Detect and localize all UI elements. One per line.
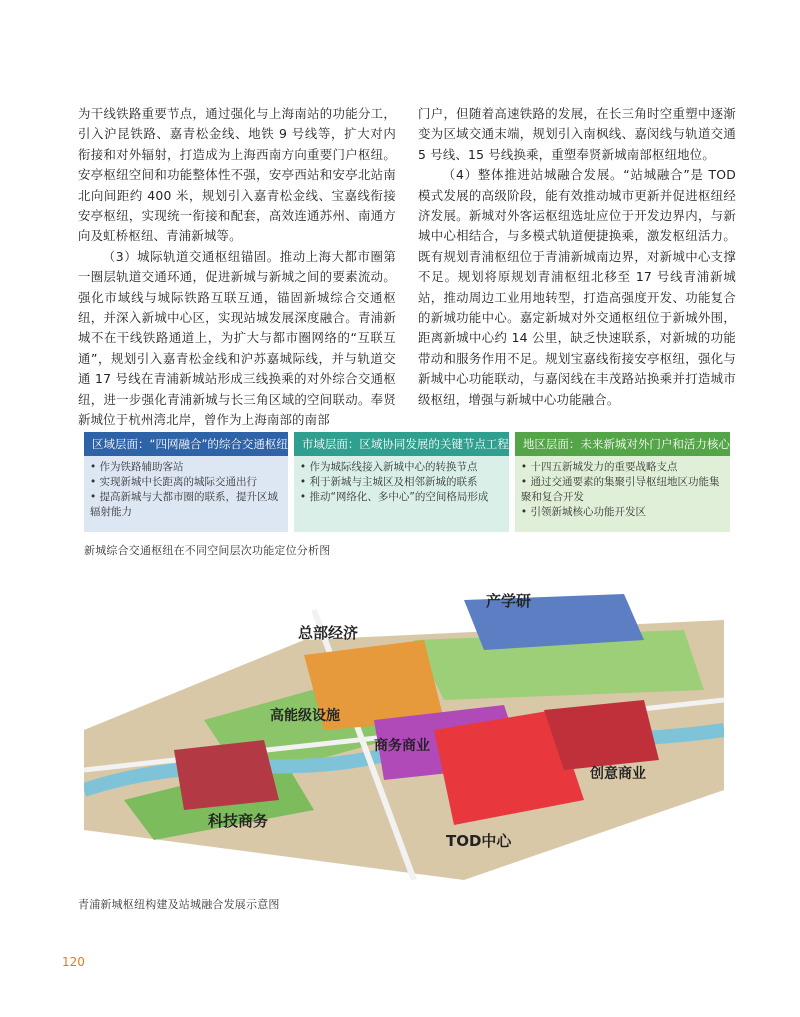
right-text-column (418, 104, 736, 410)
label-chanxueyan: 产学研 (486, 592, 532, 610)
label-zongbu: 总部经济 (298, 624, 359, 642)
list-item: • 通过交通要素的集聚引导枢纽地区功能集聚和复合开发 (521, 475, 724, 505)
figure-caption: 青浦新城枢纽构建及站城融合发展示意图 (78, 898, 280, 911)
figure-caption: 新城综合交通枢纽在不同空间层次功能定位分析图 (84, 544, 331, 557)
panel-title: 区域层面：“四网融合”的综合交通枢纽 (84, 432, 288, 456)
panel-title: 市域层面：区域协同发展的关键节点工程 (294, 432, 509, 456)
list-item: • 作为城际线接入新城中心的转换节点 (300, 460, 503, 475)
label-shangye: 商务商业 (374, 738, 430, 754)
label-tod: TOD中心 (446, 832, 512, 850)
list-item: • 引领新城核心功能开发区 (521, 505, 724, 520)
station-city-illustration (84, 580, 724, 880)
label-keji: 科技商务 (208, 812, 269, 830)
creative-block (544, 700, 659, 770)
list-item: • 推动“网络化、多中心”的空间格局形成 (300, 490, 503, 505)
function-panels (84, 432, 728, 532)
panel-body (294, 456, 509, 532)
paragraph: （4）整体推进站城融合发展。“站城融合”是 TOD 模式发展的高级阶段，能有效推动城市更新并促进枢纽经济发展。新城对外客运枢纽选址应位于开发边界内，与新城中心相结合，与多模式轨道便捷换乘，激发枢纽活力。既有规划青浦枢纽位于青浦新城南边界，对新城中心支撑不足。规划将原规划青浦枢纽北移至 17 号线青浦新城站，推动周边工业用地转型，打造高强度开发、功能复合的新城功能中心。嘉定新城对外交通枢纽位于新城外围，距离新城中心约 14 公里，缺乏快速联系，对新城的功能带动和服务作用不足。规划宝嘉线衔接安亭枢纽，强化与新城中心功能联动，与嘉闵线在丰茂路站换乘并打造城市级枢纽，增强与新城中心功能融合。 (418, 167, 736, 407)
label-chuangyi: 创意商业 (590, 766, 646, 782)
paragraph: （3）城际轨道交通枢纽锚固。推动上海大都市圈第一圈层轨道交通环通，促进新城与新城之间的要素流动。强化市域线与城际铁路互联互通，锚固新城综合交通枢纽，并深入新城中心区，实现站城发展深度融合。青浦新城不在干线铁路通道上，为扩大与都市圈网络的“互联互通”，规划引入嘉青松金线和沪苏嘉城际线，并与轨道交通 17 号线在青浦新城站形成三线换乘的对外综合交通枢纽，进一步强化青浦新城与长三角区域的空间联动。奉贤新城位于杭州湾北岸，曾作为上海南部的南部 (78, 248, 396, 428)
panel-body (84, 456, 288, 532)
panel-body (515, 456, 730, 532)
district-panel (515, 432, 730, 532)
label-gaoneng: 高能级设施 (270, 708, 340, 724)
list-item: • 实现新城中长距离的城际交通出行 (90, 475, 282, 490)
panel-title: 地区层面：未来新城对外门户和活力核心 (515, 432, 730, 456)
city-panel (294, 432, 509, 532)
list-item: • 十四五新城发力的重要战略支点 (521, 460, 724, 475)
paragraph: 门户，但随着高速铁路的发展，在长三角时空重塑中逐渐变为区域交通末端，规划引入南枫线、嘉闵线与轨道交通 5 号线、15 号线换乘，重塑奉贤新城南部枢纽地位。 (418, 106, 736, 162)
left-text-column (78, 104, 396, 431)
regional-panel (84, 432, 288, 532)
list-item: • 提高新城与大都市圈的联系，提升区域辐射能力 (90, 490, 282, 520)
page-number: 120 (62, 955, 85, 969)
tech-business-block (174, 740, 279, 810)
list-item: • 利于新城与主城区及相邻新城的联系 (300, 475, 503, 490)
paragraph: 为干线铁路重要节点，通过强化与上海南站的功能分工，引入沪昆铁路、嘉青松金线、地铁 9 号线等，扩大对内衔接和对外辐射，打造成为上海西南方向重要门户枢纽。安亭枢纽空间和功能整体性不强，安亭西站和安亭北站南北向间距约 400 米，规划引入嘉青松金线、宝嘉线衔接安亭枢纽，实现统一衔接和配套，高效连通苏州、南通方向及虹桥枢纽、青浦新城等。 (78, 106, 396, 244)
list-item: • 作为铁路辅助客站 (90, 460, 282, 475)
